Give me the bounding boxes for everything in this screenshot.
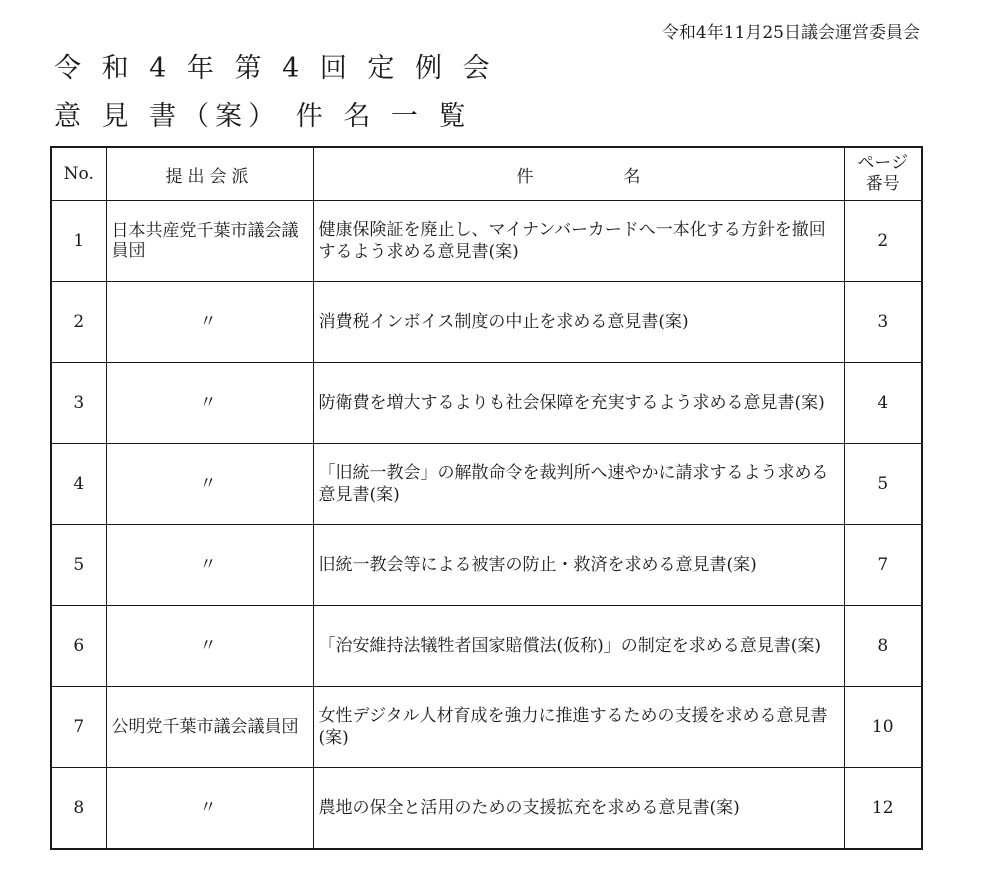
row-party: 日本共産党千葉市議会議員団 — [106, 201, 313, 282]
table-row — [51, 525, 922, 606]
header-no: No. — [51, 147, 106, 201]
table-row — [51, 606, 922, 687]
row-subject: 防衛費を増大するよりも社会保障を充実するよう求める意見書(案) — [313, 363, 844, 444]
document-title: 令 和 4 年 第 4 回 定 例 会 — [54, 53, 496, 84]
row-subject: 「旧統一教会」の解散命令を裁判所へ速やかに請求するよう求める意見書(案) — [313, 444, 844, 525]
row-page: 10 — [844, 687, 922, 768]
row-subject: 旧統一教会等による被害の防止・救済を求める意見書(案) — [313, 525, 844, 606]
row-party: 〃 — [106, 363, 313, 444]
row-page: 3 — [844, 282, 922, 363]
meeting-date-note: 令和4年11月25日議会運営委員会 — [661, 23, 920, 43]
header-page-line1: ページ — [857, 153, 909, 173]
row-party: 〃 — [106, 525, 313, 606]
table-row — [51, 687, 922, 768]
row-party: 〃 — [106, 282, 313, 363]
opinion-list-table — [50, 146, 923, 850]
header-subject — [313, 147, 844, 201]
row-party: 〃 — [106, 444, 313, 525]
row-party: 〃 — [106, 768, 313, 849]
document-subtitle: 意 見 書（案） 件 名 一 覧 — [54, 101, 472, 132]
table-row — [51, 282, 922, 363]
row-party: 公明党千葉市議会議員団 — [106, 687, 313, 768]
header-page — [844, 147, 922, 201]
row-no: 2 — [51, 282, 106, 363]
row-page: 2 — [844, 201, 922, 282]
header-page-line2: 番号 — [865, 174, 900, 194]
header-subject-right: 名 — [623, 166, 641, 187]
row-page: 7 — [844, 525, 922, 606]
header-party: 提出会派 — [106, 147, 313, 201]
header-subject-left: 件 — [516, 166, 534, 187]
row-no: 3 — [51, 363, 106, 444]
table-header-row — [51, 147, 922, 201]
row-no: 6 — [51, 606, 106, 687]
row-no: 7 — [51, 687, 106, 768]
row-subject: 健康保険証を廃止し、マイナンバーカードへ一本化する方針を撤回するよう求める意見書(案) — [313, 201, 844, 282]
table-row — [51, 768, 922, 849]
row-no: 4 — [51, 444, 106, 525]
row-subject: 消費税インボイス制度の中止を求める意見書(案) — [313, 282, 844, 363]
row-no: 8 — [51, 768, 106, 849]
row-no: 5 — [51, 525, 106, 606]
table-row — [51, 201, 922, 282]
row-page: 4 — [844, 363, 922, 444]
row-subject: 「治安維持法犠牲者国家賠償法(仮称)」の制定を求める意見書(案) — [313, 606, 844, 687]
row-subject: 女性デジタル人材育成を強力に推進するための支援を求める意見書(案) — [313, 687, 844, 768]
row-page: 8 — [844, 606, 922, 687]
row-page: 5 — [844, 444, 922, 525]
row-page: 12 — [844, 768, 922, 849]
table-row — [51, 363, 922, 444]
row-no: 1 — [51, 201, 106, 282]
row-subject: 農地の保全と活用のための支援拡充を求める意見書(案) — [313, 768, 844, 849]
table-row — [51, 444, 922, 525]
row-party: 〃 — [106, 606, 313, 687]
